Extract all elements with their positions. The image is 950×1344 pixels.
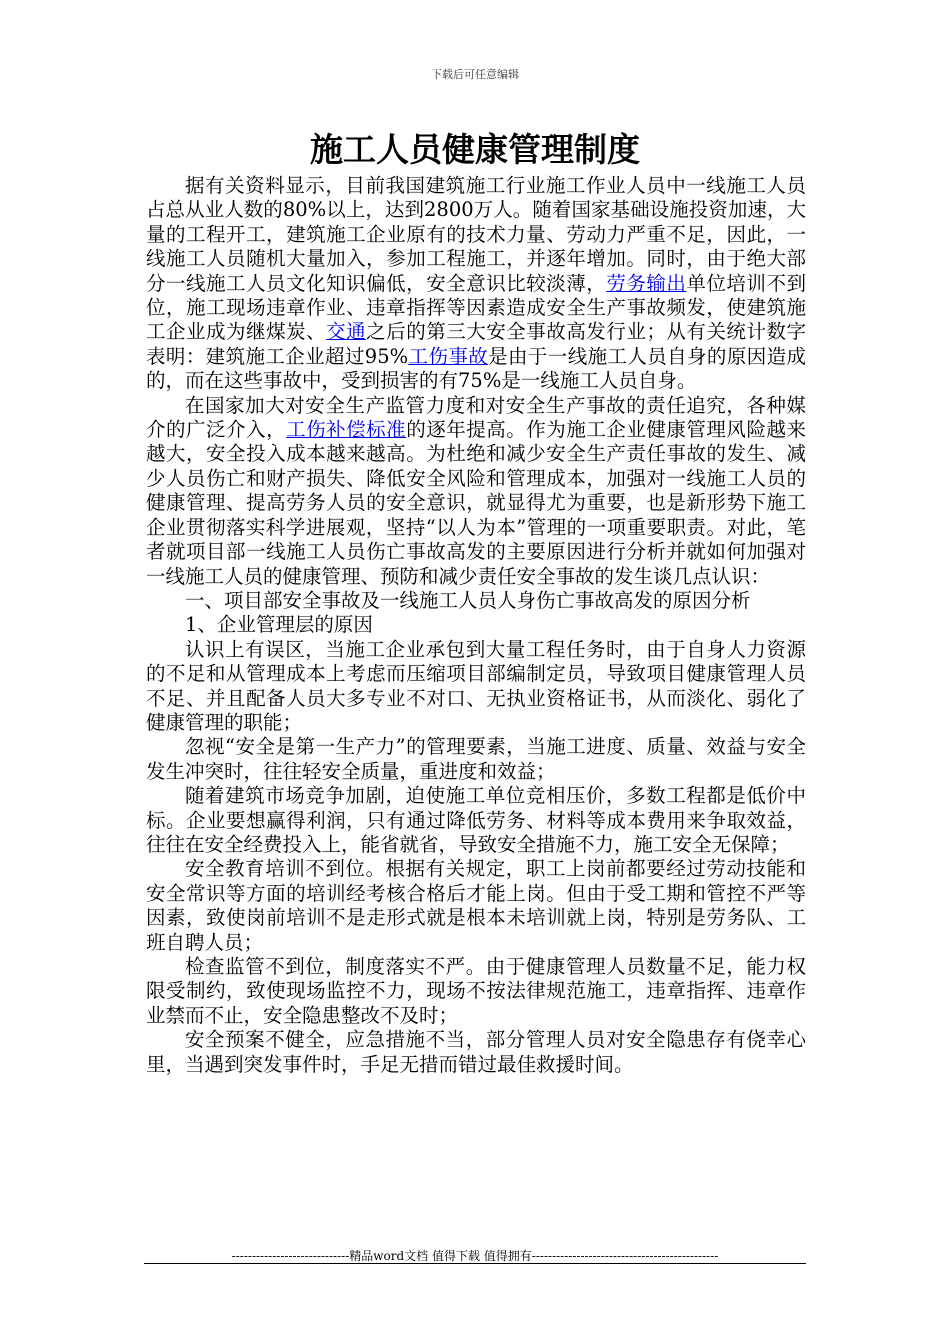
footer-text: -----------------------------精品word文档 值得下载 值得拥有---------------------------------------------- (231, 1249, 719, 1263)
paragraph-item: 忽视“安全是第一生产力”的管理要素，当施工进度、质量、效益与安全发生冲突时，往往轻安全质量，重进度和效益； (146, 735, 806, 783)
paragraph-text: 的逐年提高。作为施工企业健康管理风险越来越大，安全投入成本越来越高。为杜绝和减少安全生产责任事故的发生、减少人员伤亡和财产损失、降低安全风险和管理成本，加强对一线施工人员的健康管理、提高劳务人员的安全意识，就显得尤为重要，也是新形势下施工企业贯彻落实科学进展观，坚持“以人为本”管理的一项重要职责。对此，笔者就项目部一线施工人员伤亡事故高发的主要原因进行分析并就如何加强对一线施工人员的健康管理、预防和减少责任安全事故的发生谈几点认识： (146, 418, 806, 588)
link-labor-export[interactable]: 劳务输出 (606, 271, 687, 295)
paragraph-text: 是由于一线施工人员自身的原因造成的，而在这些事故中，受到损害的有75%是一线施工人员自身。 (146, 344, 806, 393)
section-heading: 一、项目部安全事故及一线施工人员人身伤亡事故高发的原因分析 (185, 588, 751, 612)
paragraph-text: 单位培训不到位，施工现场违章作业、违章指挥等因素造成安全生产事故频发，使建筑施工企业成为继煤炭、 (146, 271, 806, 344)
paragraph-text: 在国家加大对安全生产监管力度和对安全生产事故的责任追究，各种媒介的广泛介入， (146, 393, 806, 442)
paragraph-intro (146, 174, 806, 394)
paragraph-item: 检查监管不到位，制度落实不严。由于健康管理人员数量不足，能力权限受制约，致使现场监控不力，现场不按法律规范施工，违章指挥、违章作业禁而不止，安全隐患整改不及时； (146, 955, 806, 1027)
link-injury-compensation-standard[interactable]: 工伤补偿标准 (286, 418, 407, 442)
paragraph-background (146, 394, 806, 589)
subsection-heading: 1、企业管理层的原因 (185, 613, 373, 637)
paragraph-item: 安全教育培训不到位。根据有关规定，职工上岗前都要经过劳动技能和安全常识等方面的培训经考核合格后才能上岗。但由于受工期和管控不严等因素，致使岗前培训不是走形式就是根本未培训就上岗，特别是劳务队、工班自聘人员； (146, 857, 806, 954)
link-traffic[interactable]: 交通 (326, 320, 367, 344)
paragraph-text: 之后的第三大安全事故高发行业；从有关统计数字表明：建筑施工企业超过95% (146, 320, 806, 368)
document-body (146, 174, 806, 1077)
document-title: 施工人员健康管理制度 (310, 130, 640, 169)
page-header-note: 下载后可任意编辑 (431, 68, 519, 81)
paragraph-item: 认识上有误区，当施工企业承包到大量工程任务时，由于自身人力资源的不足和从管理成本上考虑而压缩项目部编制定员，导致项目健康管理人员不足、并且配备人员大多专业不对口、无执业资格证书，从而淡化、弱化了健康管理的职能； (146, 637, 806, 734)
paragraph-item: 随着建筑市场竞争加剧，迫使施工单位竞相压价，多数工程都是低价中标。企业要想赢得利润，只有通过降低劳务、材料等成本费用来争取效益，往往在安全经费投入上，能省就省，导致安全措施不力，施工安全无保障； (146, 784, 806, 856)
paragraph-item: 安全预案不健全，应急措施不当，部分管理人员对安全隐患存有侥幸心里，当遇到突发事件时，手足无措而错过最佳救援时间。 (146, 1028, 806, 1076)
link-work-injury-accident[interactable]: 工伤事故 (408, 344, 489, 368)
footer-divider (144, 1263, 806, 1264)
paragraph-text: 据有关资料显示，目前我国建筑施工行业施工作业人员中一线施工人员占总从业人数的80%以上，达到2800万人。随着国家基础设施投资加速，大量的工程开工，建筑施工企业原有的技术力量、劳动力严重不足，因此，一线施工人员随机大量加入，参加工程施工，并逐年增加。同时，由于绝大部分一线施工人员文化知识偏低，安全意识比较淡薄， (146, 174, 806, 295)
